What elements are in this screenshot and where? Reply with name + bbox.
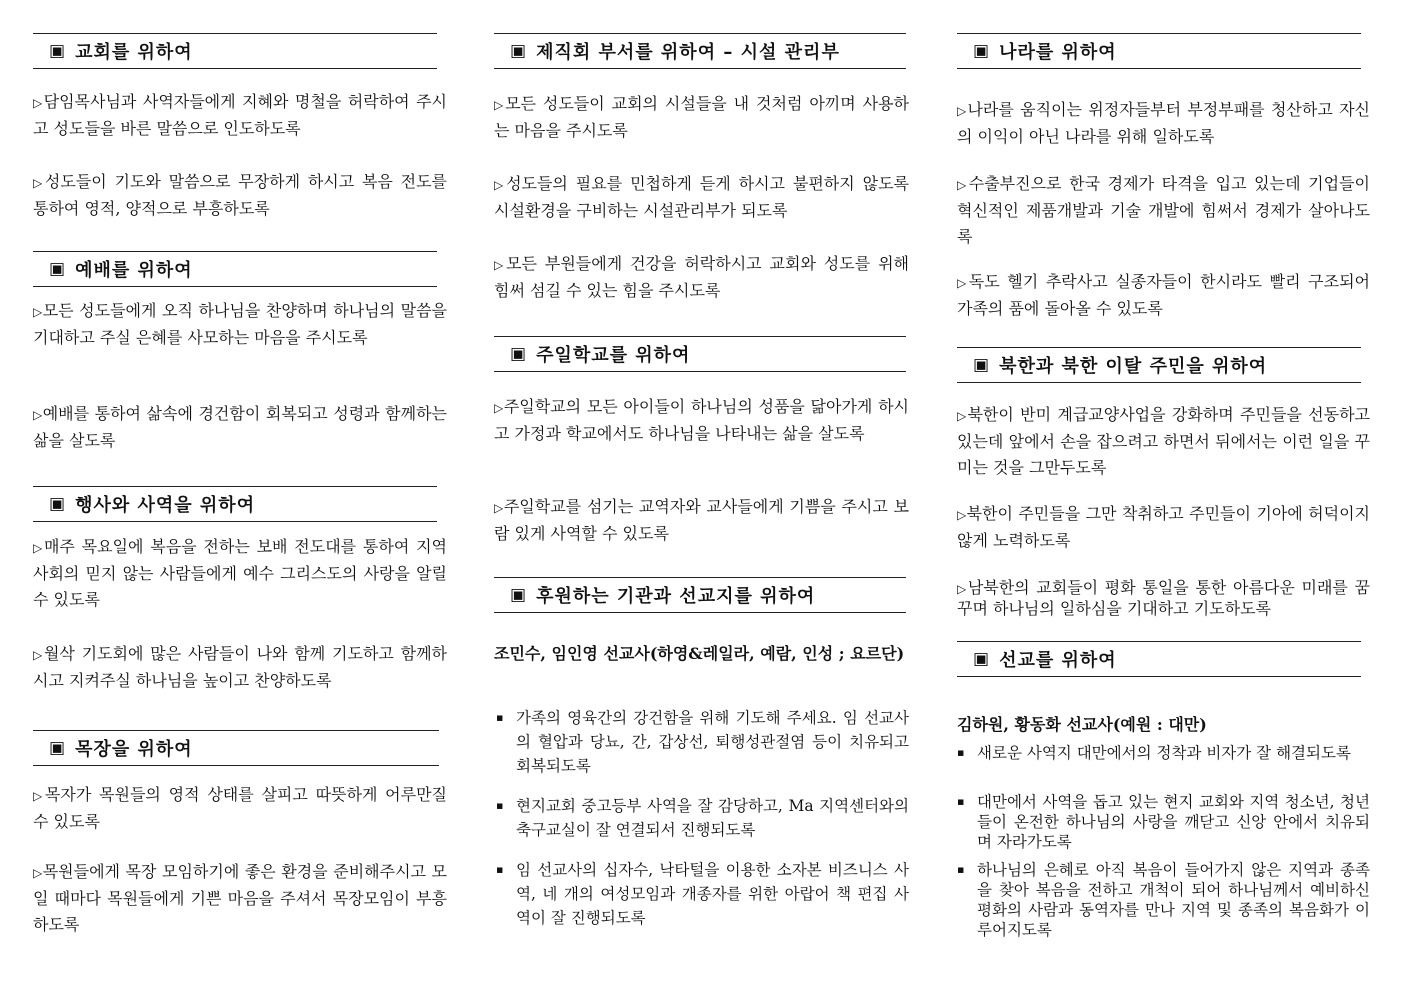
column-3 (957, 0, 1370, 992)
triangle-bullet-icon: ▷ (494, 258, 507, 272)
square-marker-icon: ▣ (510, 41, 527, 61)
triangle-bullet-icon: ▷ (957, 104, 968, 118)
square-bullet-icon: ▪ (496, 711, 504, 724)
triangle-bullet-icon: ▷ (33, 408, 43, 422)
square-marker-icon: ▣ (49, 259, 66, 279)
section-header-events (33, 486, 437, 522)
bullet-item: ▪ 새로운 사역지 대만에서의 정착과 비자가 잘 해결되도록 (957, 744, 1351, 762)
bullet-item: ▪ 하나님의 은혜로 아직 복음이 들어가지 않은 지역과 종족을 찾아 복음을 전하고 개척이 되어 하나님께서 예비하신 평화의 사람과 동역자를 만나 지역 및 종족의 복음화가 이루어지도록 (957, 861, 1370, 939)
triangle-bullet-icon: ▷ (957, 508, 967, 522)
triangle-bullet-icon: ▷ (33, 96, 44, 110)
prayer-item: ▷담임목사님과 사역자들에게 지혜와 명철을 허락하여 주시고 성도들을 바른 말씀으로 인도하도록 (33, 92, 448, 138)
triangle-bullet-icon: ▷ (957, 409, 968, 423)
prayer-item: ▷매주 목요일에 복음을 전하는 보배 전도대를 통하여 지역사회의 믿지 않는 사람들에게 예수 그리스도의 사랑을 알릴 수 있도록 (33, 537, 447, 609)
square-bullet-icon: ▪ (957, 795, 965, 808)
prayer-item: ▷월삭 기도회에 많은 사람들이 나와 함께 기도하고 함께하시고 지켜주실 하나님을 높이고 찬양하도록 (33, 644, 447, 690)
section-title: 나라를 위하여 (999, 42, 1117, 63)
triangle-bullet-icon: ▷ (957, 178, 969, 192)
triangle-bullet-icon: ▷ (33, 176, 45, 190)
triangle-bullet-icon: ▷ (33, 648, 44, 662)
triangle-bullet-icon: ▷ (494, 98, 506, 112)
section-title: 교회를 위하여 (75, 42, 193, 63)
prayer-item: ▷성도들이 기도와 말씀으로 무장하게 하시고 복음 전도를 통하여 영적, 양적으로 부흥하도록 (33, 172, 447, 218)
triangle-bullet-icon: ▷ (494, 178, 507, 192)
square-marker-icon: ▣ (510, 585, 527, 605)
section-header-sunday-school (494, 336, 906, 372)
section-header-missions-support (494, 577, 906, 613)
prayer-item: ▷북한이 반미 계급교양사업을 강화하며 주민들을 선동하고 있는데 앞에서 손을 잡으려고 하면서 뒤에서는 이런 일을 꾸미는 것을 그만두도록 (957, 405, 1371, 477)
bullet-item: ▪ 임 선교사의 십자수, 낙타털을 이용한 소자본 비즈니스 사역, 네 개의 여성모임과 개종자를 위한 아랍어 책 편집 사역이 잘 진행되도록 (516, 858, 909, 930)
prayer-item: ▷예배를 통하여 삶속에 경건함이 회복되고 성령과 함께하는 삶을 살도록 (33, 404, 447, 450)
section-title: 선교를 위하여 (999, 650, 1117, 671)
section-header-church (33, 33, 437, 69)
square-marker-icon: ▣ (510, 344, 527, 364)
missionary-name: 조민수, 임인영 선교사(하영&레일라, 예람, 인성 ; 요르단) (494, 644, 905, 663)
triangle-bullet-icon: ▷ (33, 866, 43, 880)
section-title: 후원하는 기관과 선교지를 위하여 (536, 586, 816, 607)
square-marker-icon: ▣ (973, 649, 990, 669)
section-title: 목장을 위하여 (75, 739, 193, 760)
triangle-bullet-icon: ▷ (33, 541, 44, 555)
bullet-item: ▪ 가족의 영육간의 강건함을 위해 기도해 주세요. 임 선교사의 혈압과 당뇨, 간, 갑상선, 퇴행성관절염 등이 치유되고 회복되도록 (516, 706, 909, 778)
section-header-mission (957, 641, 1361, 677)
section-header-shepherd (33, 730, 439, 766)
missionary-name: 김하원, 황동화 선교사(예원 : 대만) (957, 715, 1207, 734)
section-title: 예배를 위하여 (75, 260, 193, 281)
column-1 (33, 0, 447, 992)
square-marker-icon: ▣ (49, 738, 66, 758)
prayer-item: ▷북한이 주민들을 그만 착취하고 주민들이 기아에 허덕이지 않게 노력하도록 (957, 504, 1370, 550)
prayer-item: ▷모든 부원들에게 건강을 허락하시고 교회와 성도를 위해 힘써 섬길 수 있는 힘을 주시도록 (494, 254, 909, 300)
section-header-nation (957, 33, 1361, 69)
bullet-item: ▪ 현지교회 중고등부 사역을 잘 감당하고, Ma 지역센터와의 축구교실이 잘 연결되서 진행되도록 (516, 794, 909, 842)
square-marker-icon: ▣ (973, 41, 990, 61)
triangle-bullet-icon: ▷ (957, 276, 969, 290)
square-marker-icon: ▣ (49, 494, 66, 514)
prayer-item: ▷모든 성도들이 교회의 시설들을 내 것처럼 아끼며 사용하는 마음을 주시도록 (494, 94, 909, 140)
prayer-item: ▷모든 성도들에게 오직 하나님을 찬양하며 하나님의 말씀을 기대하고 주실 은혜를 사모하는 마음을 주시도록 (33, 301, 447, 347)
square-bullet-icon: ▪ (496, 799, 504, 812)
bullet-item: ▪ 대만에서 사역을 돕고 있는 현지 교회와 지역 청소년, 청년들이 온전한 하나님의 사랑을 깨닫고 신앙 안에서 치유되며 자라가도록 (957, 793, 1370, 851)
prayer-item: ▷독도 헬기 추락사고 실종자들이 한시라도 빨리 구조되어 가족의 품에 돌아올 수 있도록 (957, 272, 1370, 318)
prayer-item: ▷주일학교의 모든 아이들이 하나님의 성품을 닮아가게 하시고 가정과 학교에서도 하나님을 나타내는 삶을 살도록 (494, 397, 909, 443)
triangle-bullet-icon: ▷ (33, 789, 45, 803)
section-header-worship (33, 251, 437, 287)
square-bullet-icon: ▪ (957, 746, 965, 759)
column-2 (494, 0, 909, 992)
square-marker-icon: ▣ (49, 41, 66, 61)
triangle-bullet-icon: ▷ (494, 501, 504, 515)
prayer-item: ▷주일학교를 섬기는 교역자와 교사들에게 기쁨을 주시고 보람 있게 사역할 수 있도록 (494, 497, 909, 543)
prayer-item: ▷나라를 움직이는 위정자들부터 부정부패를 청산하고 자신의 이익이 아닌 나라를 위해 일하도록 (957, 100, 1371, 146)
square-bullet-icon: ▪ (957, 863, 965, 876)
section-title: 행사와 사역을 위하여 (75, 495, 256, 516)
section-header-north-korea (957, 347, 1361, 383)
section-title: 주일학교를 위하여 (536, 345, 691, 366)
section-header-facility (494, 33, 906, 69)
triangle-bullet-icon: ▷ (494, 401, 504, 415)
prayer-item: ▷성도들의 필요를 민첩하게 듣게 하시고 불편하지 않도록 시설환경을 구비하는 시설관리부가 되도록 (494, 174, 909, 220)
section-title: 북한과 북한 이탈 주민을 위하여 (999, 356, 1268, 377)
triangle-bullet-icon: ▷ (957, 582, 968, 596)
prayer-item: ▷목원들에게 목장 모임하기에 좋은 환경을 준비해주시고 모일 때마다 목원들에게 기쁜 마음을 주셔서 목장모임이 부흥하도록 (33, 862, 447, 934)
square-bullet-icon: ▪ (496, 863, 504, 876)
square-marker-icon: ▣ (973, 355, 990, 375)
section-title: 제직회 부서를 위하여 – 시설 관리부 (536, 42, 840, 63)
triangle-bullet-icon: ▷ (33, 305, 43, 319)
prayer-item: ▷수출부진으로 한국 경제가 타격을 입고 있는데 기업들이 혁신적인 제품개발과 기술 개발에 힘써서 경제가 살아나도록 (957, 174, 1370, 246)
prayer-item: ▷목자가 목원들의 영적 상태를 살피고 따뜻하게 어루만질 수 있도록 (33, 785, 447, 831)
prayer-item: ▷남북한의 교회들이 평화 통일을 통한 아름다운 미래를 꿈꾸며 하나님의 일하심을 기대하고 기도하도록 (957, 578, 1370, 618)
